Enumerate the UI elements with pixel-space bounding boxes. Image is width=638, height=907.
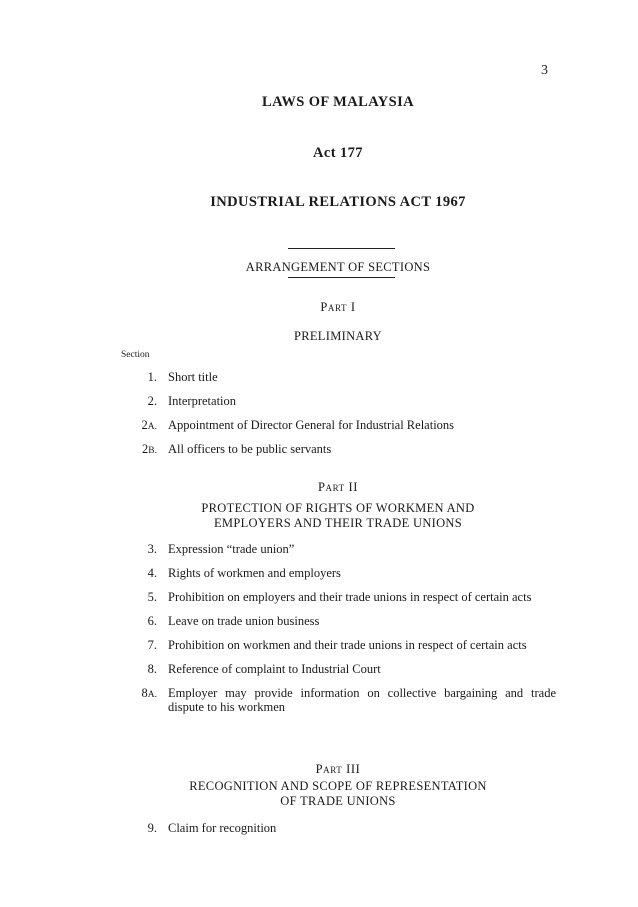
section-column-header: Section	[121, 350, 150, 360]
arrangement-heading: ARRANGEMENT OF SECTIONS	[245, 260, 431, 274]
section-list	[120, 822, 556, 846]
section-number: 6.	[147, 614, 157, 628]
section-row	[120, 371, 556, 387]
section-title: Interpretation	[168, 394, 237, 408]
section-row	[120, 687, 556, 714]
page-number: 3	[541, 63, 548, 78]
part-title-line: OF TRADE UNIONS	[280, 794, 396, 808]
section-row	[120, 419, 556, 435]
part-title-line: PROTECTION OF RIGHTS OF WORKMEN AND	[201, 501, 475, 515]
section-number: 5.	[147, 590, 157, 604]
section-number: 4.	[147, 566, 157, 580]
part-title-line: EMPLOYERS AND THEIR TRADE UNIONS	[213, 516, 463, 530]
part-title-line: RECOGNITION AND SCOPE OF REPRESENTATION	[189, 779, 487, 793]
section-row	[120, 822, 556, 838]
section-row	[120, 663, 556, 679]
section-title: Employer may provide information on collective bargaining and trade dispute to his workmen	[168, 686, 556, 714]
section-title: Leave on trade union business	[168, 614, 320, 628]
section-row	[120, 543, 556, 559]
section-number: 7.	[147, 638, 157, 652]
part-title-line: PRELIMINARY	[293, 329, 383, 343]
divider-bottom	[288, 277, 395, 278]
part-label: Part III	[315, 762, 361, 776]
divider-top	[288, 248, 395, 249]
section-title: Claim for recognition	[168, 821, 277, 835]
section-title: Prohibition on employers and their trade unions in respect of certain acts	[168, 590, 532, 604]
part-label: Part I	[320, 300, 356, 314]
section-title: Prohibition on workmen and their trade unions in respect of certain acts	[168, 638, 527, 652]
header-title: LAWS OF MALAYSIA	[262, 94, 414, 110]
section-row	[120, 615, 556, 631]
section-title: Reference of complaint to Industrial Court	[168, 662, 381, 676]
section-number: 3.	[147, 542, 157, 556]
section-title: Appointment of Director General for Industrial Relations	[168, 418, 455, 432]
section-title: Short title	[168, 370, 218, 384]
part-title	[150, 779, 526, 809]
part-title	[150, 501, 526, 531]
act-number: Act 177	[313, 145, 363, 161]
section-list	[120, 543, 556, 723]
part-title	[150, 329, 526, 344]
section-row	[120, 567, 556, 583]
section-title: All officers to be public servants	[168, 442, 332, 456]
section-number: 1.	[147, 370, 157, 384]
section-title: Expression “trade union”	[168, 542, 295, 556]
act-title: INDUSTRIAL RELATIONS ACT 1967	[210, 194, 466, 210]
section-number: 9.	[147, 821, 157, 835]
section-row	[120, 639, 556, 655]
section-number: 2.	[147, 394, 157, 408]
section-list	[120, 371, 556, 467]
section-number: 8.	[147, 662, 157, 676]
part-label: Part II	[317, 480, 359, 494]
section-title: Rights of workmen and employers	[168, 566, 341, 580]
section-number: 2B.	[142, 442, 157, 456]
section-number: 2A.	[141, 418, 157, 432]
section-row	[120, 395, 556, 411]
section-row	[120, 591, 556, 607]
section-row	[120, 443, 556, 459]
section-number: 8A.	[141, 686, 157, 700]
